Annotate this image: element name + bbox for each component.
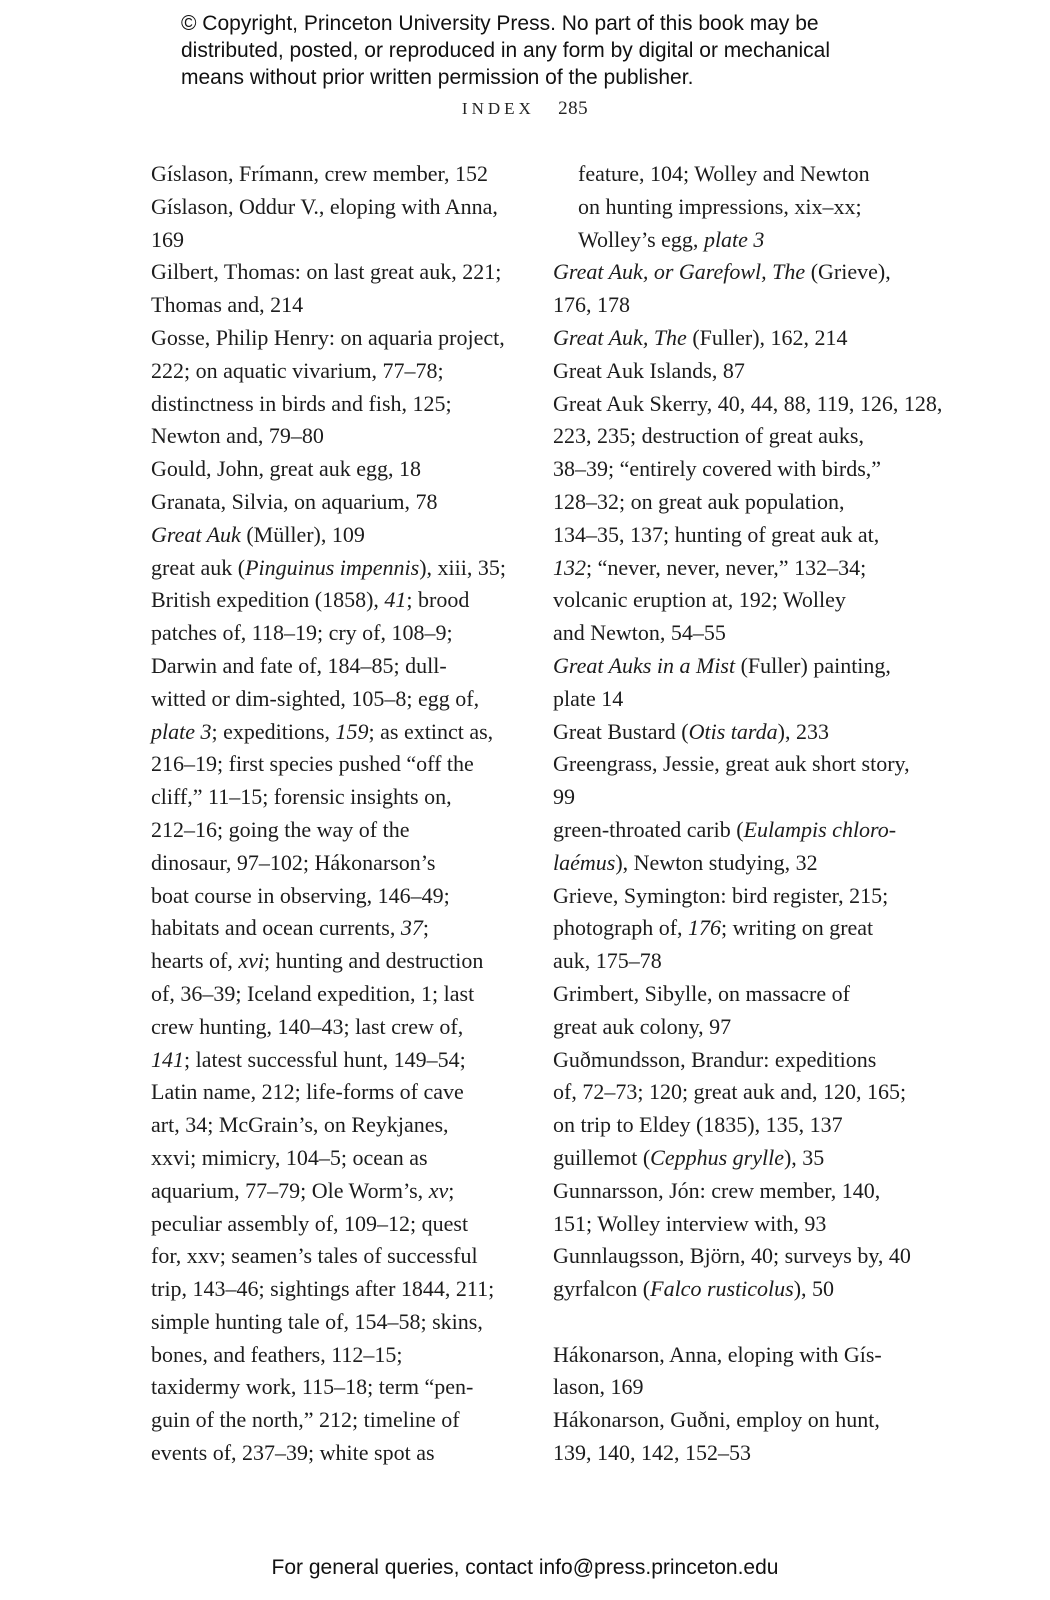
index-entry-line: Great Auk, The (Fuller), 162, 214 [553, 324, 848, 350]
running-head [0, 98, 1050, 120]
index-entry-line: cliff,” 11–15; forensic insights on, [151, 784, 452, 810]
index-entry [553, 256, 925, 322]
index-entry-line: laémus), Newton studying, 32 [553, 849, 818, 875]
index-column-left [151, 158, 507, 1470]
index-entry-line: art, 34; McGrain’s, on Reykjanes, [151, 1112, 449, 1138]
index-entry [553, 355, 925, 388]
index-entry-line: Thomas and, 214 [151, 292, 304, 318]
index-entry-line: Newton and, 79–80 [151, 423, 324, 449]
index-entry [553, 1273, 925, 1306]
index-entry-line: Hákonarson, Guðni, employ on hunt, [553, 1407, 880, 1433]
index-entry-line: Greengrass, Jessie, great auk short story, [553, 751, 910, 777]
index-entry-line: of, 36–39; Iceland expedition, 1; last [151, 980, 475, 1006]
index-entry [553, 1339, 925, 1405]
index-entry-line: volcanic eruption at, 192; Wolley [553, 587, 846, 613]
index-entry [553, 978, 925, 1044]
index-entry-line: Hákonarson, Anna, eloping with Gís- [553, 1341, 882, 1367]
index-entry-line: witted or dim-sighted, 105–8; egg of, [151, 685, 480, 711]
index-entry-line: 38–39; “entirely covered with birds,” [553, 456, 882, 482]
page-number: 285 [558, 98, 589, 119]
index-entry-line: Gosse, Philip Henry: on aquaria project, [151, 324, 505, 350]
index-entry-line: hearts of, xvi; hunting and destruction [151, 948, 484, 974]
index-entry [553, 388, 943, 650]
index-entry-line: auk, 175–78 [553, 948, 662, 974]
index-entry-line: photograph of, 176; writing on great [553, 915, 874, 941]
index-entry-line: on trip to Eldey (1835), 135, 137 [553, 1112, 843, 1138]
copyright-notice [181, 10, 901, 91]
index-entry [151, 322, 507, 453]
index-entry [151, 158, 507, 191]
index-entry-line: feature, 104; Wolley and Newton [578, 161, 870, 186]
index-entry-line: and Newton, 54–55 [553, 620, 726, 646]
index-entry-line: events of, 237–39; white spot as [151, 1440, 435, 1466]
index-entry-line: guin of the north,” 212; timeline of [151, 1407, 460, 1433]
index-entry-line: 134–35, 137; hunting of great auk at, [553, 521, 880, 547]
copyright-line-1: © Copyright, Princeton University Press. No part of this book may be [181, 12, 819, 35]
index-entry-line: Grieve, Symington: bird register, 215; [553, 882, 889, 908]
index-entry-line: 128–32; on great auk population, [553, 488, 845, 514]
index-entry-line: lason, 169 [553, 1374, 644, 1400]
index-entry-line: Gilbert, Thomas: on last great auk, 221; [151, 259, 502, 285]
index-entry-line: Great Auk Skerry, 40, 44, 88, 119, 126, 128, [553, 390, 943, 416]
index-entry [553, 650, 925, 716]
index-entry-line: 216–19; first species pushed “off the [151, 751, 474, 777]
index-entry-line: Great Auk, or Garefowl, The (Grieve), [553, 259, 891, 285]
index-entry-line: great auk colony, 97 [553, 1013, 732, 1039]
footer-contact: For general queries, contact info@press.princeton.edu [271, 1556, 779, 1579]
section-gap [553, 1306, 925, 1339]
index-entry-line: 139, 140, 142, 152–53 [553, 1440, 751, 1466]
index-entry-line: Gould, John, great auk egg, 18 [151, 456, 422, 482]
index-entry-line: Granata, Silvia, on aquarium, 78 [151, 488, 438, 514]
index-column-right [553, 158, 943, 1470]
index-entry-line: Darwin and fate of, 184–85; dull- [151, 652, 447, 678]
index-entry-line: 151; Wolley interview with, 93 [553, 1210, 827, 1236]
index-entry [553, 1404, 925, 1470]
index-entry-line: 132; “never, never, never,” 132–34; [553, 554, 867, 580]
index-entry-line: of, 72–73; 120; great auk and, 120, 165; [553, 1079, 907, 1105]
index-entry-line: gyrfalcon (Falco rusticolus), 50 [553, 1276, 835, 1302]
index-entry-line: Gunnlaugsson, Björn, 40; surveys by, 40 [553, 1243, 911, 1269]
index-entry-line: bones, and feathers, 112–15; [151, 1341, 403, 1367]
index-entry-line: simple hunting tale of, 154–58; skins, [151, 1308, 483, 1334]
copyright-line-2: distributed, posted, or reproduced in any form by digital or mechanical [181, 39, 831, 62]
index-entry [553, 1240, 925, 1273]
index-entry [553, 1044, 925, 1142]
index-entry-line: 176, 178 [553, 292, 630, 318]
index-entry-continued [553, 158, 925, 256]
index-entry-line: aquarium, 77–79; Ole Worm’s, xv; [151, 1177, 455, 1203]
index-entry-line: 212–16; going the way of the [151, 816, 410, 842]
index-entry-line: great auk (Pinguinus impennis), xiii, 35; [151, 554, 507, 580]
index-entry [151, 552, 507, 1470]
index-entry-line: green-throated carib (Eulampis chloro- [553, 816, 897, 842]
index-entry [553, 322, 925, 355]
index-entry [553, 716, 925, 749]
index-entry [151, 519, 507, 552]
index-entry-line: boat course in observing, 146–49; [151, 882, 450, 908]
index-entry-line: Great Auk (Müller), 109 [151, 521, 365, 547]
index-entry-line: 223, 235; destruction of great auks, [553, 423, 864, 449]
index-entry-line: Great Auks in a Mist (Fuller) painting, [553, 652, 891, 678]
index-entry-line: Gíslason, Oddur V., eloping with Anna, [151, 193, 498, 219]
index-entry-line: xxvi; mimicry, 104–5; ocean as [151, 1144, 428, 1170]
index-entry-line: for, xxv; seamen’s tales of successful [151, 1243, 478, 1269]
index-entry-line: taxidermy work, 115–18; term “pen- [151, 1374, 474, 1400]
index-entry [151, 486, 507, 519]
index-entry-line: habitats and ocean currents, 37; [151, 915, 429, 941]
index-entry [151, 191, 507, 257]
index-entry-line: British expedition (1858), 41; brood [151, 587, 470, 613]
index-entry-line: 169 [151, 226, 184, 252]
index-entry-line: trip, 143–46; sightings after 1844, 211; [151, 1276, 495, 1302]
index-entry-line: 222; on aquatic vivarium, 77–78; [151, 357, 444, 383]
index-entry-line: Guðmundsson, Brandur: expeditions [553, 1046, 877, 1072]
running-head-label: INDEX [461, 99, 535, 118]
index-entry [553, 880, 925, 978]
index-entry-line: 141; latest successful hunt, 149–54; [151, 1046, 466, 1072]
index-entry-line: patches of, 118–19; cry of, 108–9; [151, 620, 453, 646]
index-entry-line: crew hunting, 140–43; last crew of, [151, 1013, 464, 1039]
index-entry-line: peculiar assembly of, 109–12; quest [151, 1210, 469, 1236]
index-entry-line: Gunnarsson, Jón: crew member, 140, [553, 1177, 881, 1203]
index-entry-line: Grimbert, Sibylle, on massacre of [553, 980, 850, 1006]
index-entry-line: plate 14 [553, 685, 624, 711]
index-entry-line: 99 [553, 784, 575, 810]
index-entry-line: Latin name, 212; life-forms of cave [151, 1079, 464, 1105]
index-entry [553, 1175, 925, 1241]
index-entry-line: distinctness in birds and fish, 125; [151, 390, 452, 416]
index-entry-line: Great Bustard (Otis tarda), 233 [553, 718, 829, 744]
index-entry-line: dinosaur, 97–102; Hákonarson’s [151, 849, 436, 875]
index-entry [151, 453, 507, 486]
index-entry-line: plate 3; expeditions, 159; as extinct as, [151, 718, 494, 744]
index-entry-line: Gíslason, Frímann, crew member, 152 [151, 161, 488, 186]
index-entry-line: Wolley’s egg, plate 3 [578, 226, 765, 252]
index-entry-line: on hunting impressions, xix–xx; [578, 193, 862, 219]
index-entry [553, 814, 925, 880]
index-entry-line: Great Auk Islands, 87 [553, 357, 745, 383]
index-entry [151, 256, 507, 322]
index-entry [553, 1142, 925, 1175]
index-entry-line: guillemot (Cepphus grylle), 35 [553, 1144, 825, 1170]
index-entry [553, 748, 925, 814]
copyright-line-3: means without prior written permission of the publisher. [181, 66, 694, 89]
